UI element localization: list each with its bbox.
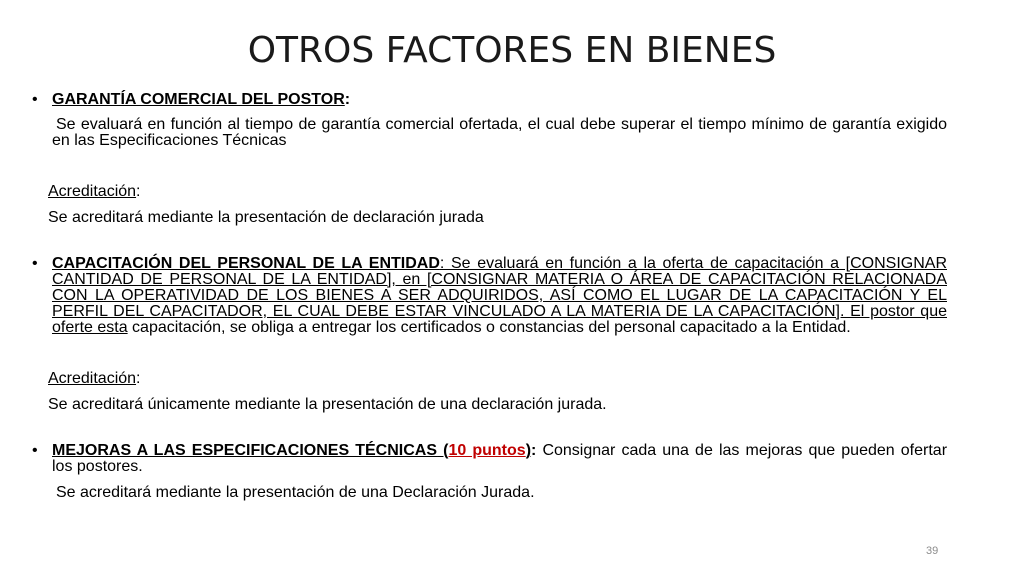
accreditation-colon: : [136, 183, 141, 200]
body-garantia: Se evaluará en función al tiempo de garantía comercial ofertada, el cual debe superar el tiempo mínimo de garantía exigido en las Especificaciones Técnicas [52, 116, 947, 149]
points-value: 10 puntos [448, 442, 526, 459]
body-capacitacion-underlined: : Se evaluará en función a la oferta de capacitación a [CONSIGNAR CANTIDAD DE PERSONAL DE LA ENTIDAD], en [CONSIGNAR MATERIA O ÁREA DE CAPACITACIÓN RELACIONADA CON LA OPERATIVIDAD DE LOS BIENES A SER ADQUIRIDOS, ASÍ COMO EL LUGAR DE LA CAPACITACIÓN Y EL PERFIL DEL CAPACITADOR, EL CUAL DEBE ESTAR VINCULADO A LA MATERIA DE LA CAPACITACIÓN]. El postor que oferte esta [52, 255, 948, 336]
heading-capacitacion: CAPACITACIÓN DEL PERSONAL DE LA ENTIDAD [52, 255, 440, 272]
accreditation-label: Acreditación [48, 370, 137, 387]
body-mejoras: Consignar cada una de las mejoras que pueden ofertar los postores. [52, 442, 948, 475]
accreditation-colon: : [136, 370, 141, 387]
accreditation-text-mejoras: Se acreditará mediante la presentación de una Declaración Jurada. [56, 484, 535, 501]
body-capacitacion-plain: capacitación, se obliga a entregar los certificados o constancias del personal capacitado a la Entidad. [127, 319, 851, 336]
bullet-dot: • [32, 91, 38, 108]
bullet-dot: • [32, 255, 38, 272]
slide-body [32, 92, 947, 501]
heading-mejoras: MEJORAS A LAS ESPECIFICACIONES TÉCNICAS [52, 442, 438, 459]
points-close: ) [525, 442, 532, 459]
bullet-garantia [32, 92, 947, 108]
heading-colon: : [531, 442, 537, 459]
bullet-dot: • [32, 442, 38, 459]
bullet-mejoras [32, 443, 947, 475]
heading-colon: : [344, 91, 351, 108]
accreditation-text-garantia: Se acreditará mediante la presentación de declaración jurada [48, 209, 484, 226]
points-open: ( [437, 442, 449, 459]
heading-garantia: GARANTÍA COMERCIAL DEL POSTOR [52, 91, 345, 108]
accreditation-text-capacitacion: Se acreditará únicamente mediante la presentación de una declaración jurada. [48, 396, 607, 413]
accreditation-capacitacion [32, 371, 947, 387]
accreditation-garantia [32, 184, 947, 200]
accreditation-label: Acreditación [48, 183, 137, 200]
bullet-capacitacion [32, 256, 947, 336]
page-number: 39 [926, 545, 939, 557]
slide-title: OTROS FACTORES EN BIENES [247, 30, 777, 71]
